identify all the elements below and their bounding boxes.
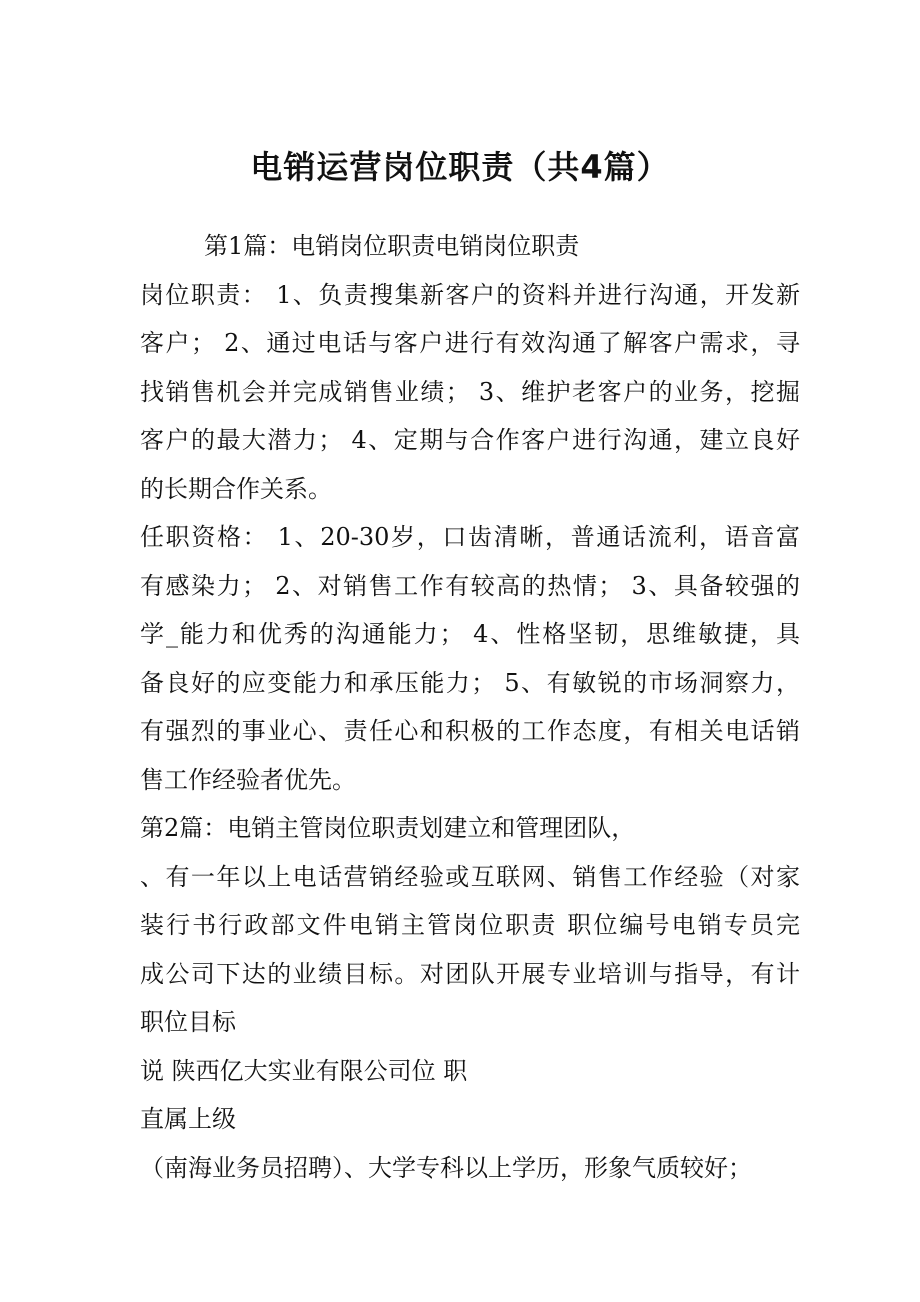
paragraph-line: 有感染力； 2、对销售工作有较高的热情； 3、具备较强的 [140,571,800,600]
paragraph-line: 售工作经验者优先。 [140,765,356,794]
paragraph-line: 备良好的应变能力和承压能力； 5、有敏锐的市场洞察力， [140,668,800,697]
paragraph-line: 说 陕西亿大实业有限公司位 职 [140,1056,468,1085]
document-body [140,222,800,1192]
paragraph-line: 学_能力和优秀的沟通能力； 4、性格坚韧，思维敏捷，具 [140,620,800,648]
paragraph-line: 有强烈的事业心、责任心和积极的工作态度，有相关电话销 [140,717,800,745]
paragraph-line: 客户的最大潜力； 4、定期与合作客户进行沟通，建立良好 [140,426,800,454]
section-heading: 第2篇：电销主管岗位职责划建立和管理团队， [140,814,636,842]
document-title: 电销运营岗位职责（共4篇） [250,148,670,186]
paragraph-line: （南海业务员招聘）、大学专科以上学历，形象气质较好； [140,1153,752,1182]
paragraph-line: 成公司下达的业绩目标。对团队开展专业培训与指导，有计 [140,959,800,988]
paragraph-line: 找销售机会并完成销售业绩； 3、维护老客户的业务，挖掘 [140,377,800,406]
paragraph-line: 直属上级 [140,1105,236,1133]
paragraph-line: 岗位职责： 1、负责搜集新客户的资料并进行沟通，开发新 [140,280,800,309]
paragraph-line: 、有一年以上电话营销经验或互联网、销售工作经验（对家 [140,862,800,891]
paragraph-line: 任职资格： 1、20-30岁，口齿清晰，普通话流利，语音富 [140,523,800,551]
section-heading: 第1篇：电销岗位职责电销岗位职责 [204,232,580,260]
paragraph-line: 客户； 2、通过电话与客户进行有效沟通了解客户需求，寻 [140,329,800,357]
paragraph-line: 职位目标 [140,1008,236,1036]
paragraph-line: 的长期合作关系。 [140,474,332,503]
paragraph-line: 装行书行政部文件电销主管岗位职责 职位编号电销专员完 [140,911,800,939]
